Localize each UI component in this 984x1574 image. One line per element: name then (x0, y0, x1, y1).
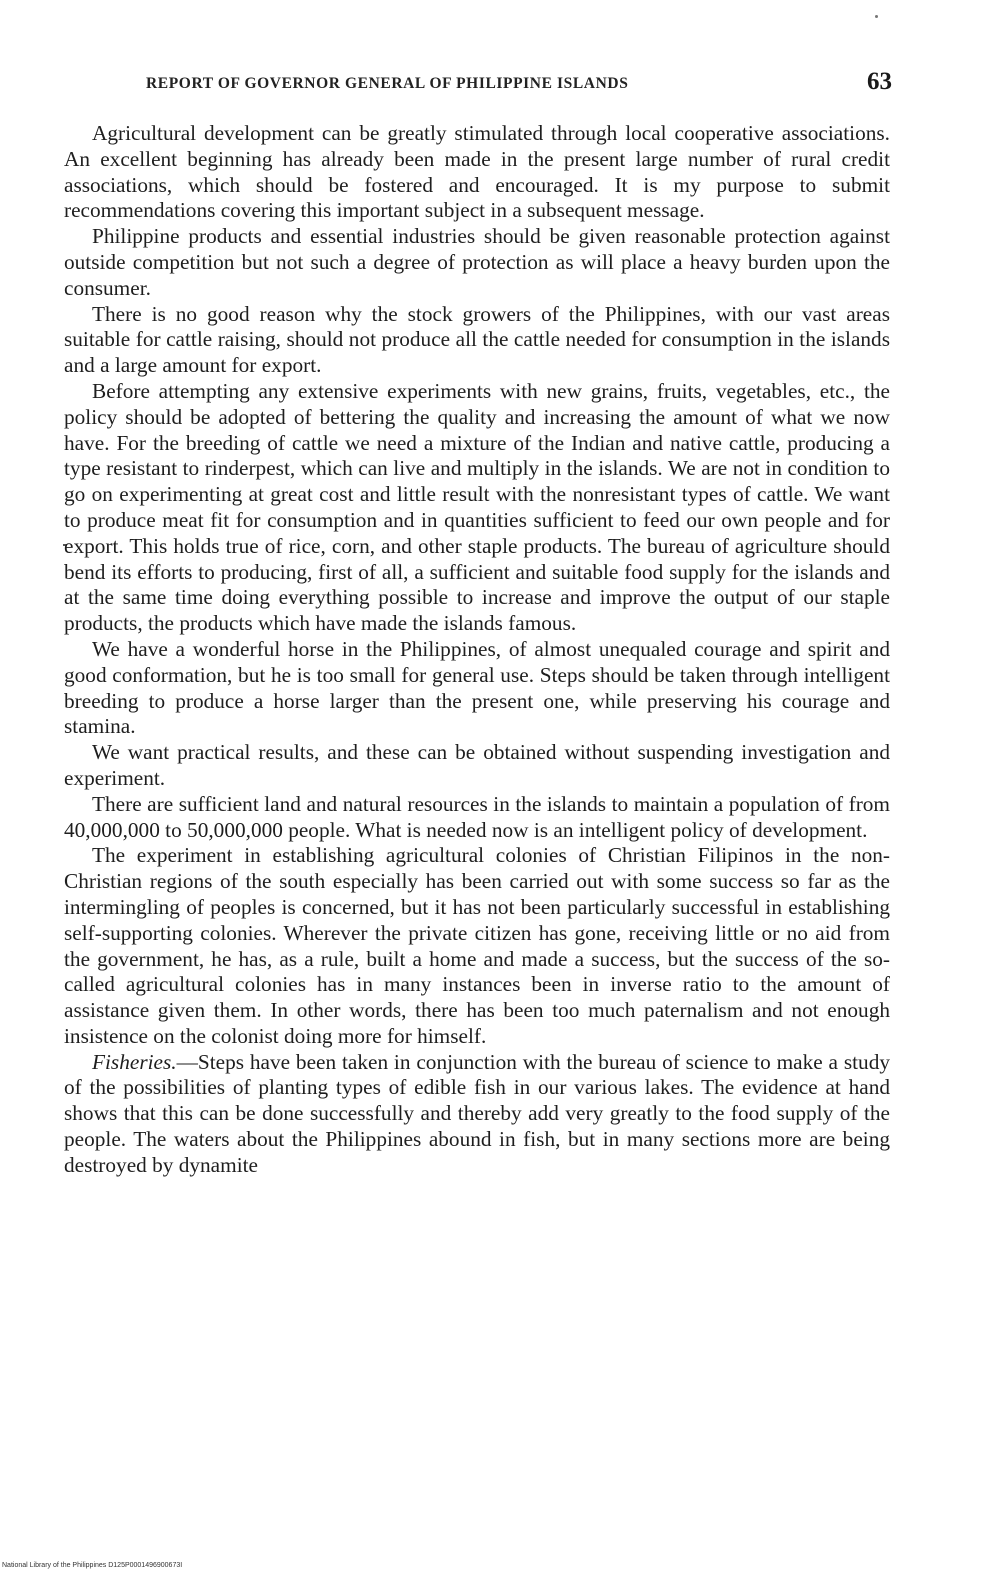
page-number: 63 (867, 68, 892, 95)
fisheries-text: —Steps have been taken in conjunction with the bureau of science to make a study of the possibilities of planting types of edible fish in our various lakes. The evidence at hand shows that this can be done successfully and thereby add very greatly to the food supply of the people. The waters about the Philippines abound in fish, but in many sections more are being destroyed by dynamite (64, 1049, 890, 1177)
running-title: REPORT OF GOVERNOR GENERAL OF PHILIPPINE ISLANDS (146, 75, 629, 92)
running-header (146, 68, 892, 102)
paragraph-protection: Philippine products and essential industries should be given reasonable protection against outside competition but not such a degree of protection as will place a heavy burden upon the consumer. (64, 224, 890, 300)
scan-speck (875, 15, 878, 18)
paragraph-cattle-export: There is no good reason why the stock growers of the Philippines, with our vast areas suitable for cattle raising, should not produce all the cattle needed for consumption in the islands and a large amount for export. (64, 301, 890, 378)
paragraph-resources: There are sufficient land and natural resources in the islands to maintain a population of from 40,000,000 to 50,000,000 people. What is needed now is an intelligent policy of development. (64, 791, 890, 842)
paragraph-colonies: The experiment in establishing agricultural colonies of Christian Filipinos in the non-Christian regions of the south especially has been carried out with some success so far as the intermingling of peoples is concerned, but it has not been particularly successful in establishing self-supporting colonies. Wherever the private citizen has gone, receiving little or no aid from the government, he has, as a rule, built a home and made a success, but the success of the so-called agricultural colonies has in many instances been in inverse ratio to the amount of assistance given them. In other words, there has been too much paternalism and not enough insistence on the colonist doing more for himself. (64, 843, 890, 1048)
paragraph-practical-results: We want practical results, and these can be obtained without suspending investigation and experiment. (64, 740, 890, 790)
paragraph-breeding-policy: Before attempting any extensive experiments with new grains, fruits, vegetables, etc., the policy should be adopted of bettering the quality and increasing the amount of what we now have. For the breeding of cattle we need a mixture of the Indian and native cattle, producing a type resistant to rinderpest, which can live and multiply in the islands. We are not in condition to go on experimenting at great cost and little result with the nonresistant types of cattle. We want to produce meat fit for consumption and in quantities sufficient to feed our own people and for export. This holds true of rice, corn, and other staple products. The bureau of agriculture should bend its efforts to producing, first of all, a sufficient and suitable food supply for the islands and at the same time doing everything possible to increase and improve the output of our staple products, the products which have made the islands famous. (64, 378, 890, 636)
body-text (64, 121, 890, 1179)
paragraph-fisheries (64, 1050, 890, 1179)
paragraph-cooperatives: Agricultural development can be greatly stimulated through local cooperative associations. An excellent beginning has already been made in the present large number of rural credit associations, which should be fostered and encouraged. It is my purpose to submit recommendations covering this important subject in a subsequent message. (64, 121, 890, 223)
scan-credit: National Library of the Philippines D125P0001496900673I (2, 1562, 183, 1569)
fisheries-heading: Fisheries. (92, 1049, 177, 1074)
paragraph-horse: We have a wonderful horse in the Philippines, of almost unequaled courage and spirit and good conformation, but he is too small for general use. Steps should be taken through intelligent breeding to produce a horse larger than the present one, while preserving his courage and stamina. (64, 636, 890, 739)
